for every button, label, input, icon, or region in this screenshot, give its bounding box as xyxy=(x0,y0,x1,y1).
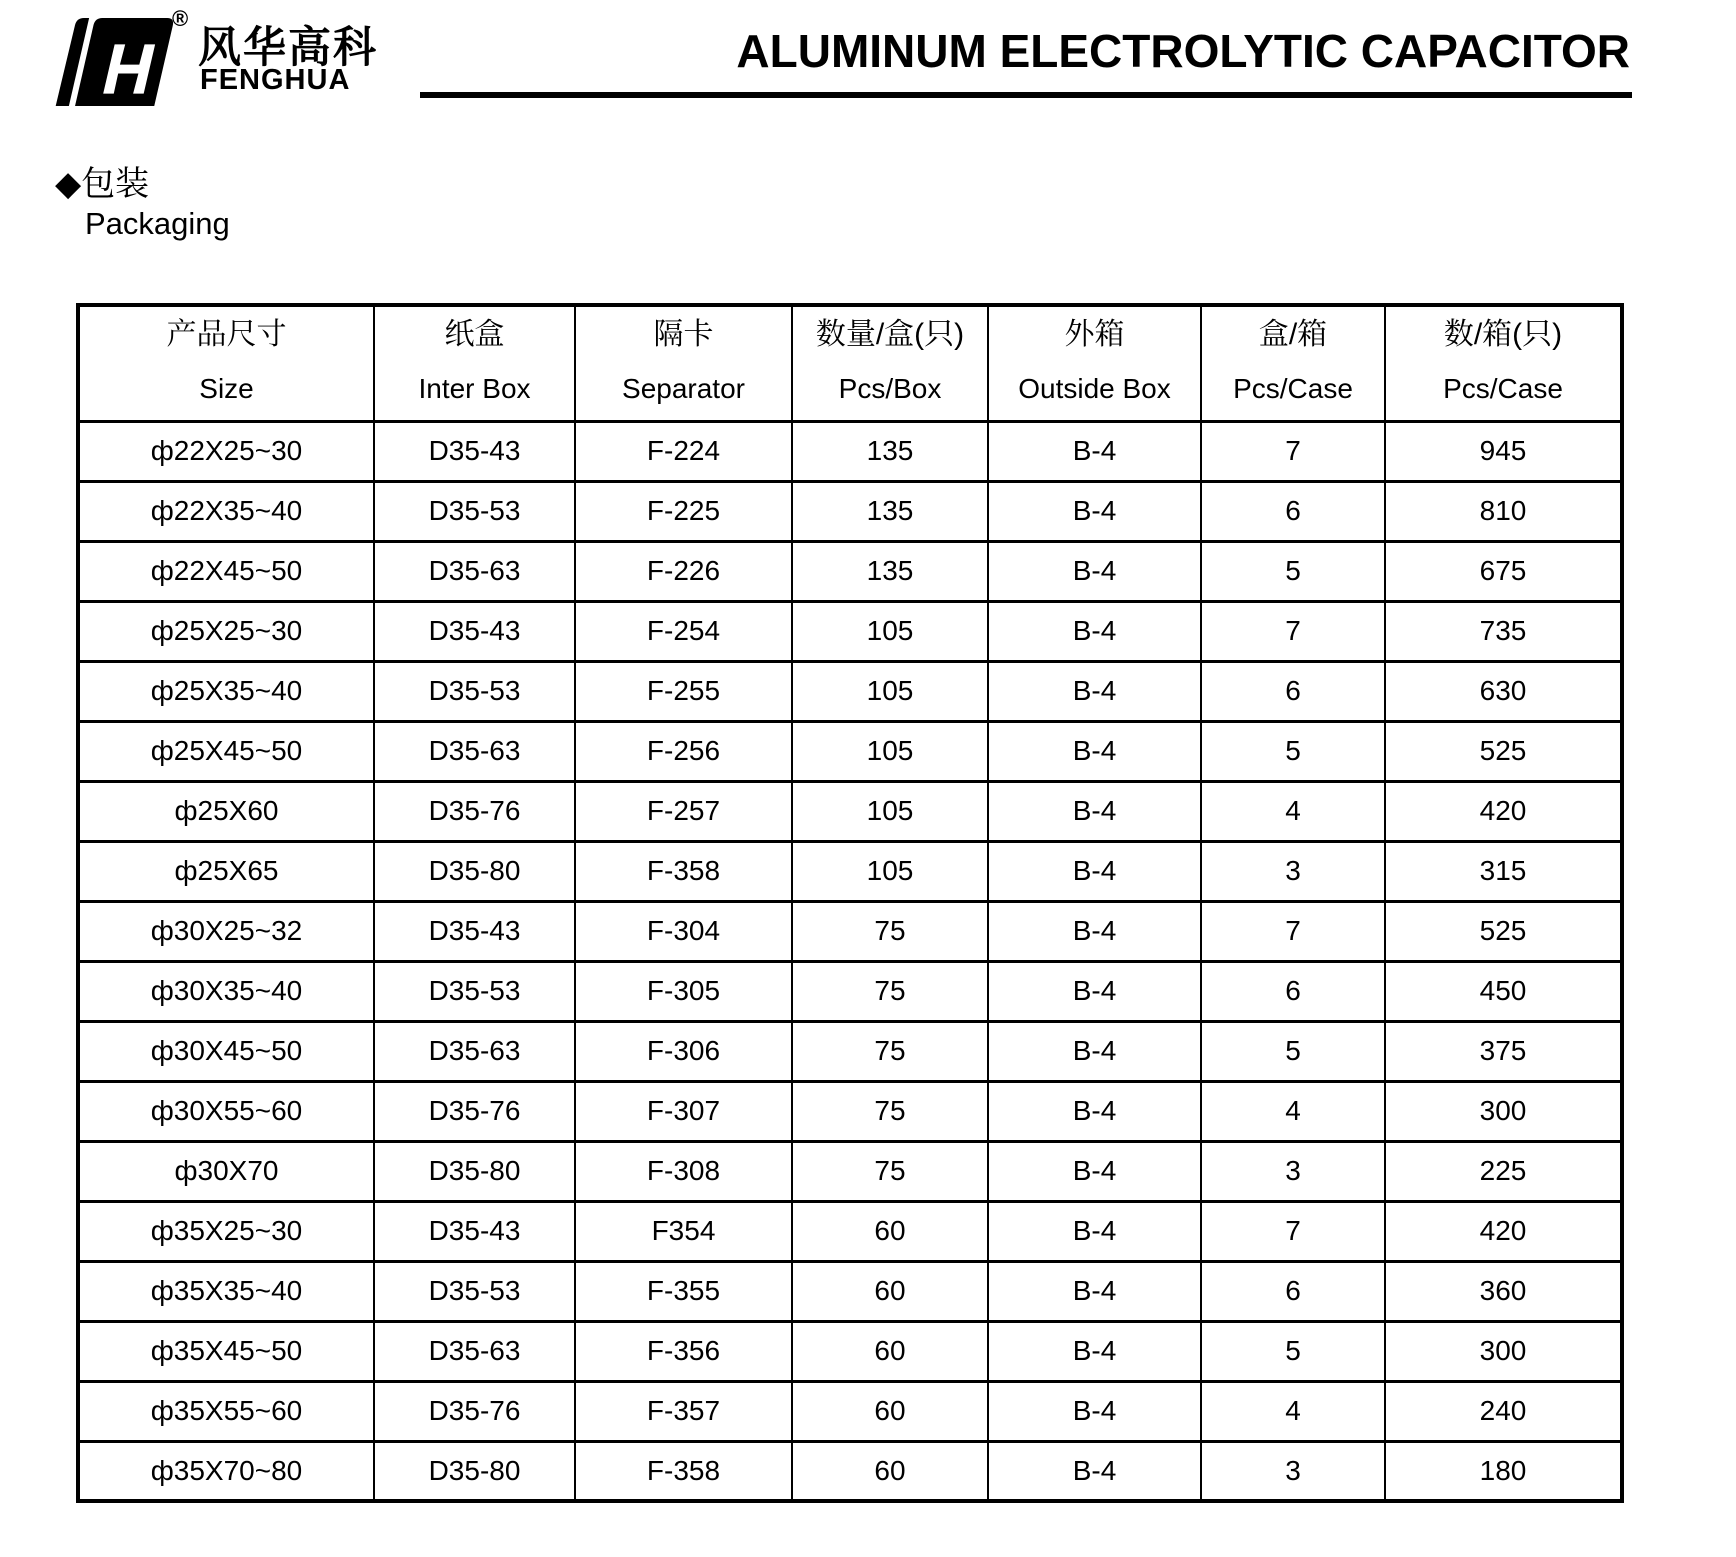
table-cell: 75 xyxy=(792,1021,988,1081)
table-cell: 525 xyxy=(1385,721,1622,781)
table-cell: 6 xyxy=(1201,1261,1385,1321)
table-cell: D35-63 xyxy=(374,1321,575,1381)
table-cell: 135 xyxy=(792,481,988,541)
company-name-chinese: 风华高科 xyxy=(198,24,378,72)
table-cell: B-4 xyxy=(988,481,1201,541)
packaging-table xyxy=(76,303,1624,1503)
title-divider-rule xyxy=(420,92,1632,98)
table-cell: 5 xyxy=(1201,1021,1385,1081)
table-cell: D35-43 xyxy=(374,601,575,661)
table-cell: B-4 xyxy=(988,1261,1201,1321)
table-cell: 75 xyxy=(792,1081,988,1141)
table-cell: D35-53 xyxy=(374,481,575,541)
table-cell: 75 xyxy=(792,901,988,961)
packaging-table-body xyxy=(78,421,1622,1501)
column-header xyxy=(374,305,575,421)
table-cell: 4 xyxy=(1201,1381,1385,1441)
column-header xyxy=(1201,305,1385,421)
column-header-zh: 纸盒 xyxy=(444,318,505,351)
table-cell: D35-43 xyxy=(374,421,575,481)
table-cell: 5 xyxy=(1201,1321,1385,1381)
table-row xyxy=(78,601,1622,661)
table-cell: B-4 xyxy=(988,1141,1201,1201)
table-cell: 75 xyxy=(792,1141,988,1201)
table-cell: 630 xyxy=(1385,661,1622,721)
table-cell: 5 xyxy=(1201,721,1385,781)
table-cell: F-226 xyxy=(575,541,792,601)
table-cell: B-4 xyxy=(988,601,1201,661)
table-cell: B-4 xyxy=(988,721,1201,781)
table-cell: F-358 xyxy=(575,841,792,901)
table-cell: ф25X35~40 xyxy=(78,661,374,721)
table-cell: 60 xyxy=(792,1441,988,1501)
table-row xyxy=(78,1441,1622,1501)
table-cell: ф30X70 xyxy=(78,1141,374,1201)
table-cell: 5 xyxy=(1201,541,1385,601)
table-row xyxy=(78,421,1622,481)
company-name-english: FENGHUA xyxy=(200,64,351,96)
table-cell: F-306 xyxy=(575,1021,792,1081)
column-header-zh: 产品尺寸 xyxy=(166,318,287,351)
table-cell: B-4 xyxy=(988,661,1201,721)
table-cell: ф35X45~50 xyxy=(78,1321,374,1381)
table-cell: 3 xyxy=(1201,1141,1385,1201)
table-cell: 6 xyxy=(1201,661,1385,721)
table-cell: D35-43 xyxy=(374,901,575,961)
table-cell: 180 xyxy=(1385,1441,1622,1501)
table-cell: F-255 xyxy=(575,661,792,721)
table-cell: 105 xyxy=(792,721,988,781)
column-header xyxy=(792,305,988,421)
section-title-english: Packaging xyxy=(85,206,230,241)
table-cell: F-256 xyxy=(575,721,792,781)
table-cell: D35-53 xyxy=(374,1261,575,1321)
table-cell: 3 xyxy=(1201,841,1385,901)
table-cell: ф35X70~80 xyxy=(78,1441,374,1501)
table-row xyxy=(78,781,1622,841)
table-cell: 60 xyxy=(792,1381,988,1441)
column-header-zh: 隔卡 xyxy=(653,318,714,351)
table-cell: D35-76 xyxy=(374,1081,575,1141)
table-cell: 135 xyxy=(792,541,988,601)
header-row xyxy=(78,305,1622,421)
table-cell: D35-80 xyxy=(374,1441,575,1501)
column-header-en: Pcs/Case xyxy=(1233,372,1353,404)
table-cell: 105 xyxy=(792,841,988,901)
table-cell: D35-63 xyxy=(374,1021,575,1081)
table-cell: B-4 xyxy=(988,1201,1201,1261)
table-row xyxy=(78,721,1622,781)
table-row xyxy=(78,841,1622,901)
table-cell: 60 xyxy=(792,1261,988,1321)
table-cell: 735 xyxy=(1385,601,1622,661)
table-cell: F-305 xyxy=(575,961,792,1021)
column-header-en: Size xyxy=(199,372,254,404)
table-cell: D35-76 xyxy=(374,781,575,841)
column-header-zh: 外箱 xyxy=(1064,318,1125,351)
table-cell: ф25X65 xyxy=(78,841,374,901)
table-row xyxy=(78,1261,1622,1321)
table-cell: ф25X45~50 xyxy=(78,721,374,781)
document-title: ALUMINUM ELECTROLYTIC CAPACITOR xyxy=(736,25,1630,77)
table-cell: ф35X25~30 xyxy=(78,1201,374,1261)
table-cell: B-4 xyxy=(988,421,1201,481)
table-row xyxy=(78,1081,1622,1141)
table-row xyxy=(78,481,1622,541)
table-row xyxy=(78,1141,1622,1201)
column-header xyxy=(1385,305,1622,421)
column-header-zh: 数/箱(只) xyxy=(1443,318,1563,351)
column-header-zh: 数量/盒(只) xyxy=(815,318,965,351)
table-cell: F-355 xyxy=(575,1261,792,1321)
table-cell: 75 xyxy=(792,961,988,1021)
table-cell: 315 xyxy=(1385,841,1622,901)
table-cell: 4 xyxy=(1201,1081,1385,1141)
table-cell: 225 xyxy=(1385,1141,1622,1201)
table-cell: 6 xyxy=(1201,481,1385,541)
section-title-chinese: ◆包装 xyxy=(55,165,150,203)
table-cell: B-4 xyxy=(988,1441,1201,1501)
column-header-en: Pcs/Case xyxy=(1443,372,1563,404)
table-cell: D35-63 xyxy=(374,541,575,601)
column-header-en: Outside Box xyxy=(1018,372,1171,404)
table-cell: 135 xyxy=(792,421,988,481)
table-cell: 525 xyxy=(1385,901,1622,961)
table-cell: ф22X35~40 xyxy=(78,481,374,541)
table-cell: ф30X45~50 xyxy=(78,1021,374,1081)
table-cell: 450 xyxy=(1385,961,1622,1021)
table-cell: 240 xyxy=(1385,1381,1622,1441)
table-cell: ф30X55~60 xyxy=(78,1081,374,1141)
table-row xyxy=(78,901,1622,961)
table-cell: 300 xyxy=(1385,1081,1622,1141)
table-cell: B-4 xyxy=(988,1021,1201,1081)
table-cell: 360 xyxy=(1385,1261,1622,1321)
column-header xyxy=(575,305,792,421)
table-cell: D35-80 xyxy=(374,841,575,901)
table-cell: D35-43 xyxy=(374,1201,575,1261)
column-header-en: Separator xyxy=(622,372,745,404)
table-cell: F354 xyxy=(575,1201,792,1261)
table-cell: ф35X55~60 xyxy=(78,1381,374,1441)
table-cell: ф35X35~40 xyxy=(78,1261,374,1321)
column-header-zh: 盒/箱 xyxy=(1258,318,1328,351)
table-row xyxy=(78,1021,1622,1081)
table-cell: 105 xyxy=(792,601,988,661)
table-row xyxy=(78,1321,1622,1381)
table-cell: F-356 xyxy=(575,1321,792,1381)
packaging-table-header xyxy=(78,305,1622,421)
table-cell: 7 xyxy=(1201,601,1385,661)
table-cell: B-4 xyxy=(988,901,1201,961)
table-cell: 105 xyxy=(792,781,988,841)
table-cell: ф22X25~30 xyxy=(78,421,374,481)
table-cell: B-4 xyxy=(988,541,1201,601)
table-cell: 6 xyxy=(1201,961,1385,1021)
table-cell: 420 xyxy=(1385,781,1622,841)
table-cell: 60 xyxy=(792,1321,988,1381)
table-cell: 945 xyxy=(1385,421,1622,481)
table-cell: 420 xyxy=(1385,1201,1622,1261)
table-cell: B-4 xyxy=(988,781,1201,841)
table-cell: F-308 xyxy=(575,1141,792,1201)
table-cell: 810 xyxy=(1385,481,1622,541)
column-header-en: Pcs/Box xyxy=(838,372,942,404)
table-cell: ф30X35~40 xyxy=(78,961,374,1021)
table-cell: 7 xyxy=(1201,1201,1385,1261)
fenghua-logo-mark-icon xyxy=(48,18,176,106)
table-cell: ф25X60 xyxy=(78,781,374,841)
table-cell: 375 xyxy=(1385,1021,1622,1081)
table-row xyxy=(78,1381,1622,1441)
table-cell: 3 xyxy=(1201,1441,1385,1501)
table-row xyxy=(78,1201,1622,1261)
column-header xyxy=(988,305,1201,421)
table-cell: F-304 xyxy=(575,901,792,961)
table-cell: B-4 xyxy=(988,1381,1201,1441)
table-cell: ф25X25~30 xyxy=(78,601,374,661)
table-cell: B-4 xyxy=(988,841,1201,901)
table-cell: F-307 xyxy=(575,1081,792,1141)
table-cell: F-257 xyxy=(575,781,792,841)
table-cell: D35-53 xyxy=(374,961,575,1021)
table-cell: F-224 xyxy=(575,421,792,481)
column-header-en: Inter Box xyxy=(418,372,531,404)
table-cell: 4 xyxy=(1201,781,1385,841)
table-cell: B-4 xyxy=(988,1321,1201,1381)
table-row xyxy=(78,961,1622,1021)
table-cell: F-225 xyxy=(575,481,792,541)
table-row xyxy=(78,541,1622,601)
table-cell: F-254 xyxy=(575,601,792,661)
table-cell: 7 xyxy=(1201,421,1385,481)
column-header xyxy=(78,305,374,421)
table-cell: F-357 xyxy=(575,1381,792,1441)
table-cell: 105 xyxy=(792,661,988,721)
table-cell: D35-53 xyxy=(374,661,575,721)
table-row xyxy=(78,661,1622,721)
table-cell: ф30X25~32 xyxy=(78,901,374,961)
table-cell: ф22X45~50 xyxy=(78,541,374,601)
table-cell: B-4 xyxy=(988,961,1201,1021)
table-cell: D35-80 xyxy=(374,1141,575,1201)
table-cell: D35-63 xyxy=(374,721,575,781)
table-cell: 675 xyxy=(1385,541,1622,601)
registered-trademark-icon: ® xyxy=(172,6,189,31)
table-cell: 60 xyxy=(792,1201,988,1261)
table-cell: D35-76 xyxy=(374,1381,575,1441)
table-cell: B-4 xyxy=(988,1081,1201,1141)
table-cell: 300 xyxy=(1385,1321,1622,1381)
table-cell: F-358 xyxy=(575,1441,792,1501)
table-cell: 7 xyxy=(1201,901,1385,961)
